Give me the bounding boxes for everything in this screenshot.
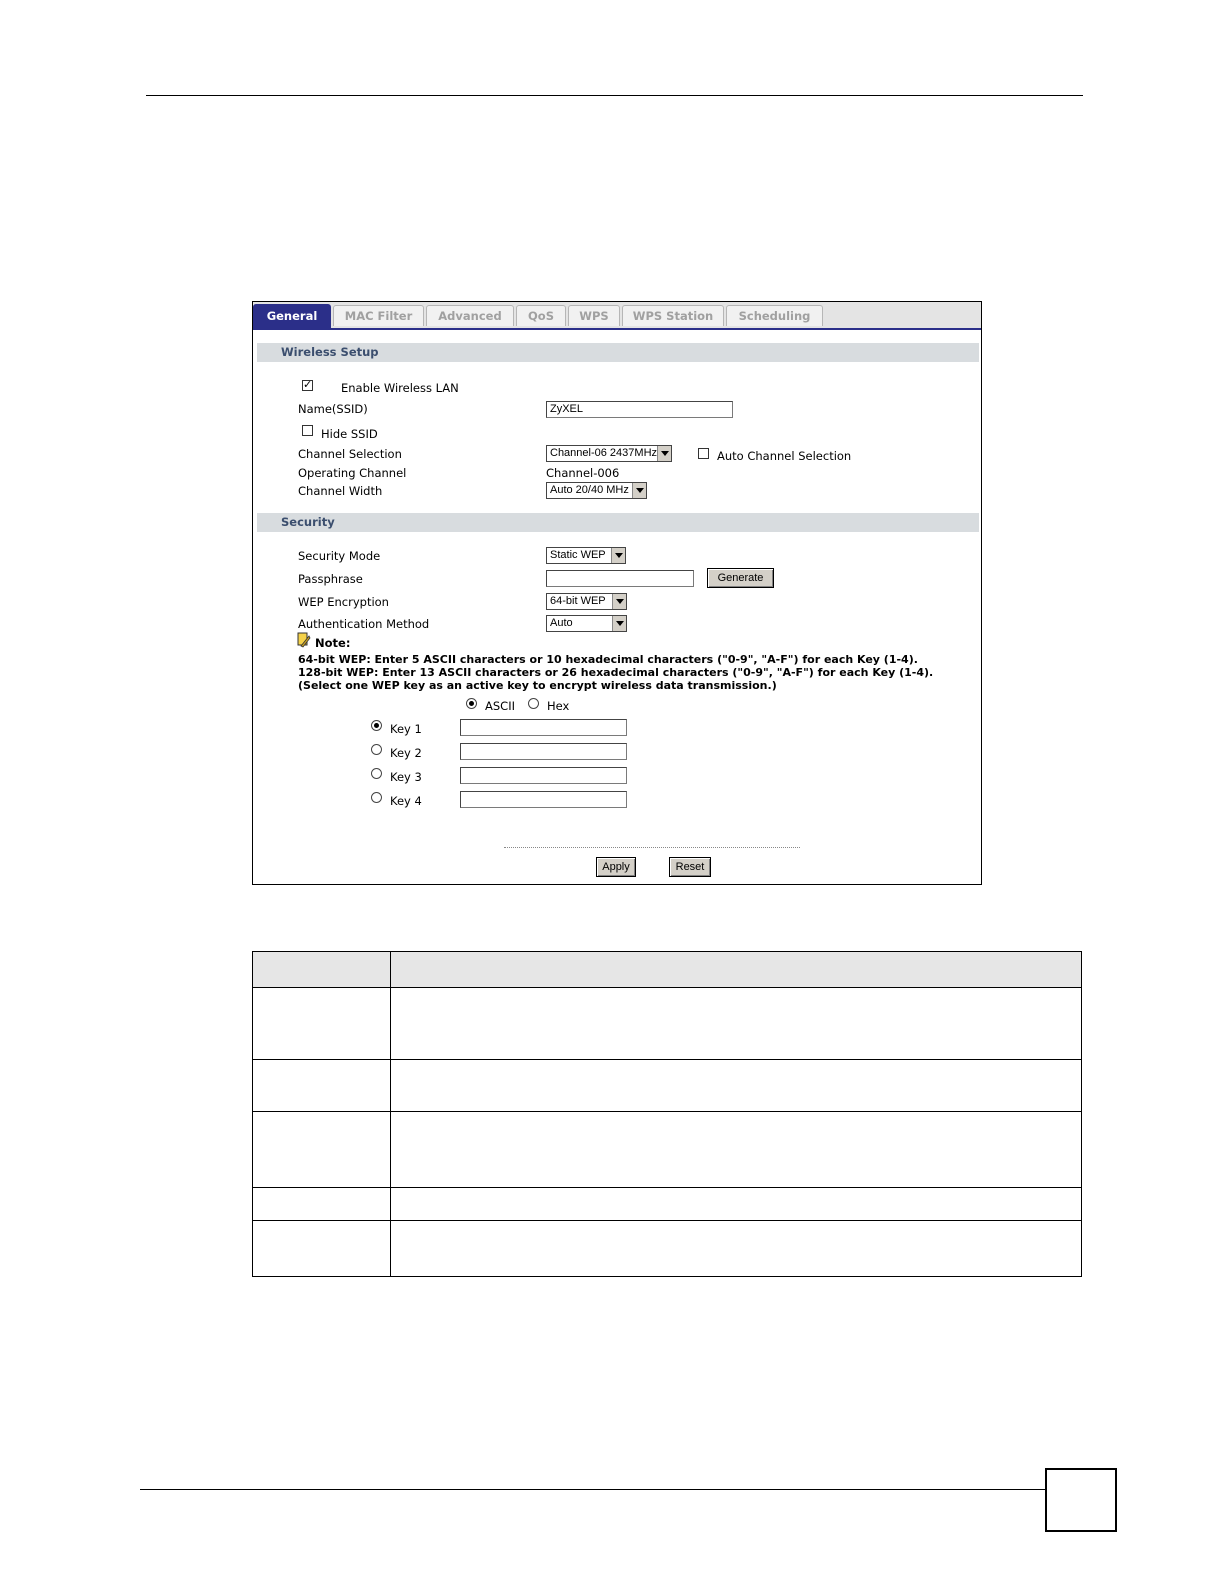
- generate-button[interactable]: Generate: [707, 568, 774, 588]
- description-table: [252, 951, 1082, 1277]
- enable-wireless-checkbox[interactable]: ✓: [303, 378, 313, 391]
- table-row: [253, 1221, 1082, 1277]
- key-1-label: Key 1: [390, 722, 422, 736]
- chevron-down-icon: [612, 616, 626, 631]
- tab-wps-station[interactable]: WPS Station: [622, 305, 724, 326]
- enable-wireless-label: Enable Wireless LAN: [341, 381, 459, 395]
- tab-qos[interactable]: QoS: [516, 305, 566, 326]
- channel-width-value: Auto 20/40 MHz: [550, 484, 629, 496]
- table-cell: [391, 1060, 1082, 1112]
- ascii-radio[interactable]: [466, 698, 477, 709]
- security-mode-select[interactable]: [546, 547, 626, 564]
- key-2-radio[interactable]: [371, 744, 382, 755]
- channel-width-label: Channel Width: [298, 484, 383, 498]
- tab-general[interactable]: General: [253, 304, 331, 328]
- passphrase-input[interactable]: [546, 570, 694, 587]
- auth-method-select[interactable]: [546, 615, 627, 632]
- key-1-input[interactable]: [460, 719, 627, 736]
- hex-radio[interactable]: [528, 698, 539, 709]
- ascii-label: ASCII: [485, 699, 515, 713]
- table-cell: [253, 1112, 391, 1188]
- apply-button[interactable]: Apply: [596, 857, 636, 877]
- button-divider: [504, 847, 800, 848]
- table-header-cell: [391, 952, 1082, 988]
- note-line-1: 64-bit WEP: Enter 5 ASCII characters or 10 hexadecimal characters ("0-9", "A-F") for each Key (1-4).: [298, 653, 918, 666]
- passphrase-label: Passphrase: [298, 572, 363, 586]
- table-cell: [253, 988, 391, 1060]
- wep-encryption-value: 64-bit WEP: [550, 595, 606, 607]
- hide-ssid-label: Hide SSID: [321, 427, 378, 441]
- channel-width-select[interactable]: [546, 482, 647, 499]
- wireless-general-screen: [252, 301, 982, 885]
- note-pencil-icon: [297, 632, 311, 648]
- chevron-down-icon: [632, 483, 646, 498]
- table-cell: [253, 1221, 391, 1277]
- key-2-label: Key 2: [390, 746, 422, 760]
- wep-encryption-select[interactable]: [546, 593, 627, 610]
- table-header-cell: [253, 952, 391, 988]
- wep-encryption-label: WEP Encryption: [298, 595, 389, 609]
- table-cell: [391, 988, 1082, 1060]
- key-1-radio[interactable]: [371, 720, 382, 731]
- hide-ssid-checkbox[interactable]: [302, 425, 313, 436]
- note-title: Note:: [315, 636, 351, 650]
- tab-scheduling[interactable]: Scheduling: [726, 305, 823, 326]
- ssid-label: Name(SSID): [298, 402, 368, 416]
- key-3-label: Key 3: [390, 770, 422, 784]
- table-row: [253, 1112, 1082, 1188]
- table-row: [253, 1060, 1082, 1112]
- table-row: [253, 988, 1082, 1060]
- tab-advanced[interactable]: Advanced: [426, 305, 514, 326]
- ssid-input[interactable]: ZyXEL: [546, 401, 733, 418]
- table-header-row: [253, 952, 1082, 988]
- tab-wps[interactable]: WPS: [568, 305, 620, 326]
- table-cell: [253, 1188, 391, 1221]
- header-rule: [146, 95, 1083, 96]
- table-row: [253, 1188, 1082, 1221]
- auth-method-value: Auto: [550, 617, 573, 629]
- channel-selection-value: Channel-06 2437MHz: [550, 447, 658, 459]
- chevron-down-icon: [657, 446, 671, 461]
- page-number-box: [1045, 1468, 1117, 1532]
- operating-channel-value: Channel-006: [546, 466, 620, 480]
- chevron-down-icon: [611, 548, 625, 563]
- reset-button[interactable]: Reset: [669, 857, 711, 877]
- key-2-input[interactable]: [460, 743, 627, 760]
- security-mode-label: Security Mode: [298, 549, 381, 563]
- tab-bar: [253, 302, 981, 330]
- security-header: Security: [257, 513, 979, 532]
- footer-rule: [140, 1489, 1045, 1490]
- auto-channel-checkbox[interactable]: [698, 448, 709, 459]
- hex-label: Hex: [547, 699, 570, 713]
- operating-channel-label: Operating Channel: [298, 466, 407, 480]
- key-4-radio[interactable]: [371, 792, 382, 803]
- table-cell: [391, 1112, 1082, 1188]
- key-3-radio[interactable]: [371, 768, 382, 779]
- security-mode-value: Static WEP: [550, 549, 606, 561]
- key-3-input[interactable]: [460, 767, 627, 784]
- note-line-3: (Select one WEP key as an active key to encrypt wireless data transmission.): [298, 679, 777, 692]
- table-cell: [391, 1221, 1082, 1277]
- auth-method-label: Authentication Method: [298, 617, 430, 631]
- key-4-input[interactable]: [460, 791, 627, 808]
- table-cell: [253, 1060, 391, 1112]
- tab-mac-filter[interactable]: MAC Filter: [333, 305, 424, 326]
- table-cell: [391, 1188, 1082, 1221]
- chevron-down-icon: [612, 594, 626, 609]
- key-4-label: Key 4: [390, 794, 422, 808]
- channel-selection-label: Channel Selection: [298, 447, 402, 461]
- note-line-2: 128-bit WEP: Enter 13 ASCII characters or 26 hexadecimal characters ("0-9", "A-F") for each Key (1-4).: [298, 666, 934, 679]
- auto-channel-label: Auto Channel Selection: [717, 449, 852, 463]
- channel-selection-select[interactable]: [546, 445, 672, 462]
- wireless-setup-header: Wireless Setup: [257, 343, 979, 362]
